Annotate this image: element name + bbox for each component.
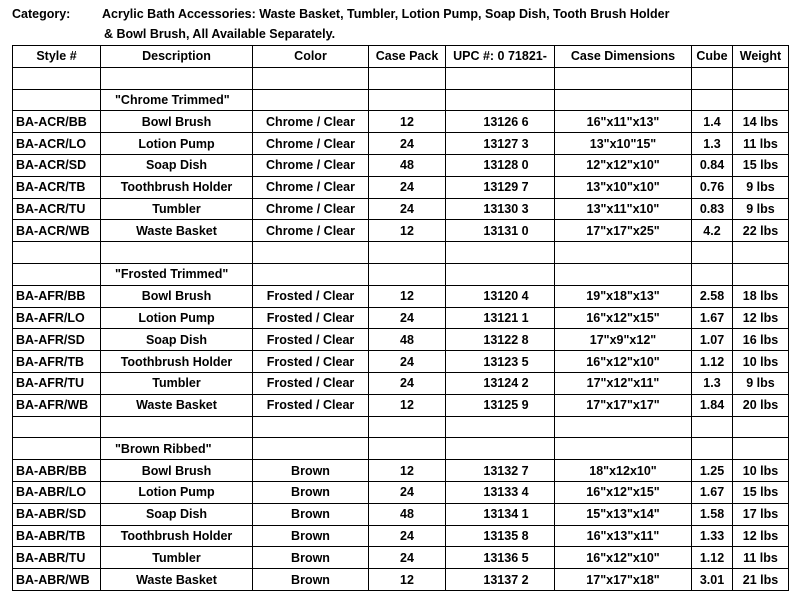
table-row (13, 372, 789, 394)
blank-cell (446, 67, 555, 89)
cell-color: Brown (253, 569, 369, 591)
section-title-row (13, 263, 789, 285)
cell-upc: 13123 5 (446, 351, 555, 373)
cell-weight: 9 lbs (733, 198, 789, 220)
cell-weight: 10 lbs (733, 351, 789, 373)
blank-cell (555, 89, 692, 111)
cell-cube: 0.76 (692, 176, 733, 198)
product-spec-table (12, 45, 789, 591)
blank-cell (733, 242, 789, 264)
section-title: "Frosted Trimmed" (101, 263, 253, 285)
blank-cell (692, 438, 733, 460)
section-title-row (13, 438, 789, 460)
cell-case-dimensions: 16"x12"x10" (555, 547, 692, 569)
cell-style: BA-ABR/WB (13, 569, 101, 591)
blank-row (13, 67, 789, 89)
table-row (13, 547, 789, 569)
column-header-color: Color (253, 46, 369, 68)
cell-upc: 13134 1 (446, 503, 555, 525)
cell-case-dimensions: 16"x13"x11" (555, 525, 692, 547)
cell-color: Chrome / Clear (253, 133, 369, 155)
cell-case-pack: 12 (369, 285, 446, 307)
cell-weight: 11 lbs (733, 133, 789, 155)
blank-cell (446, 263, 555, 285)
cell-style: BA-AFR/SD (13, 329, 101, 351)
cell-case-pack: 24 (369, 176, 446, 198)
cell-description: Lotion Pump (101, 307, 253, 329)
cell-upc: 13133 4 (446, 481, 555, 503)
cell-description: Waste Basket (101, 220, 253, 242)
cell-case-pack: 24 (369, 307, 446, 329)
cell-color: Brown (253, 460, 369, 482)
cell-weight: 15 lbs (733, 481, 789, 503)
cell-case-dimensions: 19"x18"x13" (555, 285, 692, 307)
cell-color: Chrome / Clear (253, 154, 369, 176)
section-title: "Brown Ribbed" (101, 438, 253, 460)
cell-style: BA-AFR/TB (13, 351, 101, 373)
blank-cell (13, 438, 101, 460)
cell-color: Frosted / Clear (253, 329, 369, 351)
blank-cell (555, 242, 692, 264)
column-header-style: Style # (13, 46, 101, 68)
blank-cell (253, 416, 369, 438)
cell-upc: 13124 2 (446, 372, 555, 394)
cell-case-pack: 24 (369, 547, 446, 569)
table-row (13, 481, 789, 503)
blank-cell (13, 416, 101, 438)
cell-upc: 13122 8 (446, 329, 555, 351)
blank-cell (369, 263, 446, 285)
cell-upc: 13128 0 (446, 154, 555, 176)
cell-color: Chrome / Clear (253, 198, 369, 220)
blank-cell (446, 438, 555, 460)
section-title: "Chrome Trimmed" (101, 89, 253, 111)
cell-cube: 4.2 (692, 220, 733, 242)
blank-row (13, 242, 789, 264)
cell-description: Toothbrush Holder (101, 351, 253, 373)
cell-style: BA-AFR/BB (13, 285, 101, 307)
cell-case-pack: 12 (369, 460, 446, 482)
column-header-weight: Weight (733, 46, 789, 68)
column-header-case-dimensions: Case Dimensions (555, 46, 692, 68)
table-row (13, 198, 789, 220)
cell-style: BA-AFR/TU (13, 372, 101, 394)
cell-weight: 18 lbs (733, 285, 789, 307)
table-row (13, 503, 789, 525)
cell-case-dimensions: 13"x11"x10" (555, 198, 692, 220)
cell-case-pack: 24 (369, 481, 446, 503)
cell-color: Frosted / Clear (253, 307, 369, 329)
cell-case-pack: 48 (369, 503, 446, 525)
cell-weight: 20 lbs (733, 394, 789, 416)
cell-description: Toothbrush Holder (101, 176, 253, 198)
section-title-row (13, 89, 789, 111)
cell-description: Bowl Brush (101, 111, 253, 133)
column-header-case-pack: Case Pack (369, 46, 446, 68)
cell-color: Chrome / Clear (253, 111, 369, 133)
cell-weight: 11 lbs (733, 547, 789, 569)
cell-upc: 13127 3 (446, 133, 555, 155)
cell-style: BA-ACR/TB (13, 176, 101, 198)
blank-cell (101, 416, 253, 438)
cell-color: Frosted / Clear (253, 285, 369, 307)
blank-cell (733, 263, 789, 285)
cell-case-pack: 12 (369, 111, 446, 133)
cell-case-pack: 24 (369, 525, 446, 547)
cell-description: Tumbler (101, 198, 253, 220)
cell-style: BA-ABR/TB (13, 525, 101, 547)
cell-weight: 21 lbs (733, 569, 789, 591)
blank-cell (692, 242, 733, 264)
blank-cell (369, 416, 446, 438)
cell-case-dimensions: 17"x17"x18" (555, 569, 692, 591)
table-row (13, 394, 789, 416)
cell-case-dimensions: 16"x11"x13" (555, 111, 692, 133)
cell-color: Brown (253, 503, 369, 525)
blank-cell (369, 438, 446, 460)
blank-cell (692, 416, 733, 438)
cell-description: Tumbler (101, 372, 253, 394)
cell-case-pack: 48 (369, 154, 446, 176)
cell-color: Frosted / Clear (253, 394, 369, 416)
table-row (13, 351, 789, 373)
cell-color: Chrome / Clear (253, 176, 369, 198)
cell-description: Lotion Pump (101, 481, 253, 503)
cell-description: Lotion Pump (101, 133, 253, 155)
cell-upc: 13137 2 (446, 569, 555, 591)
cell-cube: 1.12 (692, 547, 733, 569)
cell-upc: 13132 7 (446, 460, 555, 482)
cell-case-dimensions: 15"x13"x14" (555, 503, 692, 525)
cell-style: BA-ACR/LO (13, 133, 101, 155)
table-row (13, 111, 789, 133)
cell-upc: 13121 1 (446, 307, 555, 329)
cell-cube: 2.58 (692, 285, 733, 307)
blank-cell (446, 416, 555, 438)
cell-description: Waste Basket (101, 394, 253, 416)
cell-color: Brown (253, 525, 369, 547)
cell-style: BA-ABR/BB (13, 460, 101, 482)
blank-cell (733, 89, 789, 111)
cell-weight: 22 lbs (733, 220, 789, 242)
cell-weight: 12 lbs (733, 525, 789, 547)
cell-style: BA-ACR/SD (13, 154, 101, 176)
cell-cube: 0.83 (692, 198, 733, 220)
cell-style: BA-ACR/BB (13, 111, 101, 133)
cell-upc: 13126 6 (446, 111, 555, 133)
blank-cell (692, 67, 733, 89)
cell-case-pack: 24 (369, 372, 446, 394)
blank-cell (692, 89, 733, 111)
cell-color: Brown (253, 547, 369, 569)
cell-cube: 1.84 (692, 394, 733, 416)
cell-color: Frosted / Clear (253, 372, 369, 394)
cell-cube: 1.12 (692, 351, 733, 373)
cell-case-dimensions: 16"x12"x15" (555, 481, 692, 503)
blank-cell (13, 263, 101, 285)
cell-case-pack: 24 (369, 133, 446, 155)
blank-cell (369, 242, 446, 264)
blank-cell (692, 263, 733, 285)
cell-upc: 13130 3 (446, 198, 555, 220)
table-row (13, 176, 789, 198)
blank-cell (253, 263, 369, 285)
table-row (13, 220, 789, 242)
table-row (13, 460, 789, 482)
cell-case-dimensions: 12"x12"x10" (555, 154, 692, 176)
cell-case-pack: 12 (369, 394, 446, 416)
cell-upc: 13125 9 (446, 394, 555, 416)
column-header-upc: UPC #: 0 71821- (446, 46, 555, 68)
blank-row (13, 416, 789, 438)
cell-weight: 9 lbs (733, 372, 789, 394)
cell-style: BA-ABR/SD (13, 503, 101, 525)
cell-weight: 14 lbs (733, 111, 789, 133)
table-row (13, 307, 789, 329)
cell-case-dimensions: 17"x17"x17" (555, 394, 692, 416)
cell-cube: 1.07 (692, 329, 733, 351)
cell-upc: 13131 0 (446, 220, 555, 242)
cell-case-dimensions: 18"x12x10" (555, 460, 692, 482)
cell-cube: 1.67 (692, 481, 733, 503)
blank-cell (446, 242, 555, 264)
cell-case-dimensions: 13"x10"x10" (555, 176, 692, 198)
cell-weight: 17 lbs (733, 503, 789, 525)
category-value: Acrylic Bath Accessories: Waste Basket, Tumbler, Lotion Pump, Soap Dish, Tooth Brush Holder (102, 7, 670, 21)
cell-case-pack: 12 (369, 220, 446, 242)
cell-cube: 1.3 (692, 372, 733, 394)
cell-upc: 13129 7 (446, 176, 555, 198)
cell-upc: 13136 5 (446, 547, 555, 569)
column-header-cube: Cube (692, 46, 733, 68)
table-body (13, 67, 789, 590)
cell-cube: 1.3 (692, 133, 733, 155)
table-row (13, 133, 789, 155)
blank-cell (253, 67, 369, 89)
cell-description: Toothbrush Holder (101, 525, 253, 547)
cell-case-dimensions: 16"x12"x10" (555, 351, 692, 373)
table-row (13, 525, 789, 547)
cell-case-pack: 24 (369, 198, 446, 220)
table-row (13, 569, 789, 591)
blank-cell (555, 416, 692, 438)
cell-cube: 1.4 (692, 111, 733, 133)
blank-cell (13, 67, 101, 89)
cell-weight: 12 lbs (733, 307, 789, 329)
blank-cell (253, 242, 369, 264)
cell-upc: 13120 4 (446, 285, 555, 307)
cell-style: BA-ACR/WB (13, 220, 101, 242)
cell-case-pack: 24 (369, 351, 446, 373)
blank-cell (253, 89, 369, 111)
blank-cell (555, 438, 692, 460)
table-row (13, 154, 789, 176)
blank-cell (555, 263, 692, 285)
table-row (13, 329, 789, 351)
category-line-2: & Bowl Brush, All Available Separately. (104, 27, 336, 41)
cell-color: Frosted / Clear (253, 351, 369, 373)
cell-case-dimensions: 13"x10"15" (555, 133, 692, 155)
cell-weight: 9 lbs (733, 176, 789, 198)
cell-style: BA-ACR/TU (13, 198, 101, 220)
cell-weight: 15 lbs (733, 154, 789, 176)
cell-color: Chrome / Clear (253, 220, 369, 242)
cell-description: Tumbler (101, 547, 253, 569)
category-line-1 (12, 4, 792, 24)
cell-cube: 3.01 (692, 569, 733, 591)
cell-description: Soap Dish (101, 154, 253, 176)
cell-case-dimensions: 17"x9"x12" (555, 329, 692, 351)
cell-case-dimensions: 17"x12"x11" (555, 372, 692, 394)
cell-case-pack: 12 (369, 569, 446, 591)
blank-cell (446, 89, 555, 111)
cell-description: Waste Basket (101, 569, 253, 591)
cell-style: BA-ABR/TU (13, 547, 101, 569)
cell-color: Brown (253, 481, 369, 503)
blank-cell (13, 89, 101, 111)
cell-cube: 1.67 (692, 307, 733, 329)
header-row (13, 46, 789, 68)
cell-case-dimensions: 17"x17"x25" (555, 220, 692, 242)
cell-style: BA-ABR/LO (13, 481, 101, 503)
category-header (12, 4, 792, 44)
blank-cell (369, 89, 446, 111)
blank-cell (733, 67, 789, 89)
cell-weight: 10 lbs (733, 460, 789, 482)
blank-cell (733, 438, 789, 460)
blank-cell (369, 67, 446, 89)
cell-upc: 13135 8 (446, 525, 555, 547)
cell-description: Bowl Brush (101, 285, 253, 307)
table-row (13, 285, 789, 307)
cell-style: BA-AFR/WB (13, 394, 101, 416)
blank-cell (733, 416, 789, 438)
cell-weight: 16 lbs (733, 329, 789, 351)
cell-description: Soap Dish (101, 329, 253, 351)
cell-cube: 1.58 (692, 503, 733, 525)
cell-case-pack: 48 (369, 329, 446, 351)
blank-cell (13, 242, 101, 264)
cell-cube: 1.33 (692, 525, 733, 547)
blank-cell (101, 242, 253, 264)
cell-description: Bowl Brush (101, 460, 253, 482)
column-header-description: Description (101, 46, 253, 68)
cell-case-dimensions: 16"x12"x15" (555, 307, 692, 329)
cell-description: Soap Dish (101, 503, 253, 525)
cell-cube: 1.25 (692, 460, 733, 482)
blank-cell (101, 67, 253, 89)
cell-cube: 0.84 (692, 154, 733, 176)
blank-cell (253, 438, 369, 460)
category-label: Category: (12, 7, 71, 21)
cell-style: BA-AFR/LO (13, 307, 101, 329)
blank-cell (555, 67, 692, 89)
